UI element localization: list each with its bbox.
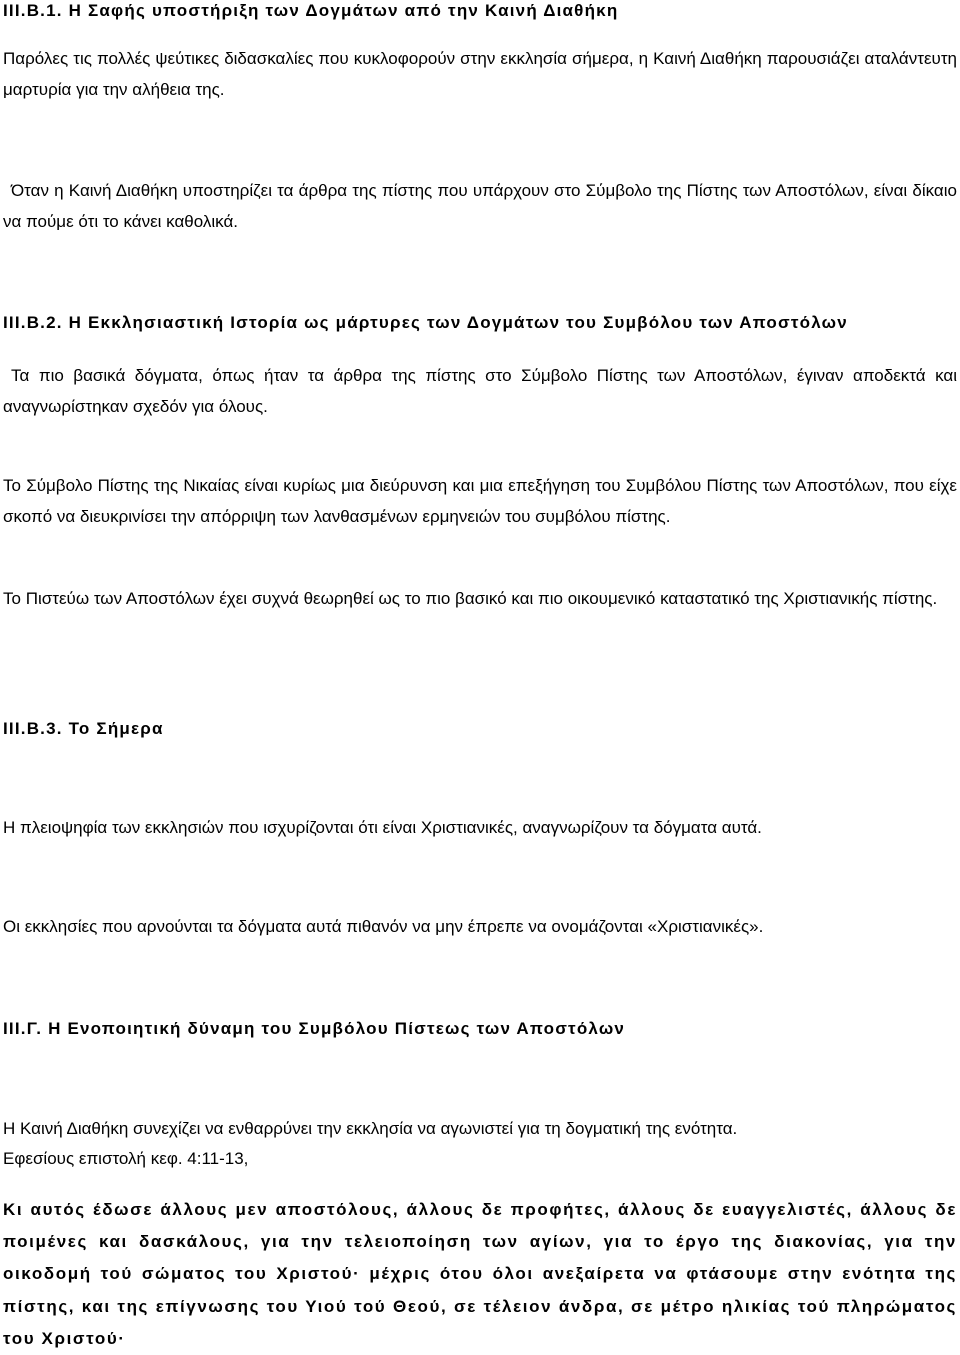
paragraph-b2-3: Το Πιστεύω των Αποστόλων έχει συχνά θεωρηθεί ως το πιο βασικό και πιο οικουμενικό καταστατικό της Χριστιανικής πίστης. bbox=[3, 589, 938, 608]
scripture-reference: Εφεσίους επιστολή κεφ. 4:11-13, bbox=[3, 1149, 249, 1168]
section-heading-g: ΙΙΙ.Γ. Η Ενοποιητική δύναμη του Συμβόλου Πίστεως των Αποστόλων bbox=[3, 1019, 626, 1038]
paragraph-g-1: Η Καινή Διαθήκη συνεχίζει να ενθαρρύνει την εκκλησία να αγωνιστεί για τη δογματική της ενότητα. bbox=[3, 1119, 738, 1138]
section-heading-b3: ΙΙΙ.Β.3. Το Σήμερα bbox=[3, 719, 164, 738]
paragraph-b3-2: Οι εκκλησίες που αρνούνται τα δόγματα αυτά πιθανόν να μην έπρεπε να ονομάζονται «Χριστιανικές». bbox=[3, 917, 764, 936]
paragraph-b3-1: Η πλειοψηφία των εκκλησιών που ισχυρίζονται ότι είναι Χριστιανικές, αναγνωρίζουν τα δόγματα αυτά. bbox=[3, 818, 762, 837]
scripture-quote: Κι αυτός έδωσε άλλους μεν αποστόλους, άλλους δε προφήτες, άλλους δε ευαγγελιστές, άλλους δε ποιμένες και δασκάλους, για την τελειοποίηση των αγίων, για το έργο της διακονίας, για την οικοδομή τού σώματος του Χριστού· μέχρις ότου όλοι ανεξαίρετα να φτάσουμε στην ενότητα της πίστης, και της επίγνωσης του Υιού τού Θεού, σε τέλειον άνδρα, σε μέτρο ηλικίας τού πληρώματος του Χριστού· bbox=[3, 1200, 957, 1348]
paragraph-b2-2: Το Σύμβολο Πίστης της Νικαίας είναι κυρίως μια διεύρυνση και μια επεξήγηση του Συμβόλου Πίστης των Αποστόλων, που είχε σκοπό να διευκρινίσει την απόρριψη των λανθασμένων ερμηνειών του συμβόλου πίστης. bbox=[3, 476, 957, 526]
paragraph-b1-1: Παρόλες τις πολλές ψεύτικες διδασκαλίες που κυκλοφορούν στην εκκλησία σήμερα, η Καινή Διαθήκη παρουσιάζει αταλάντευτη μαρτυρία για την αλήθεια της. bbox=[3, 49, 957, 99]
paragraph-b2-1: Τα πιο βασικά δόγματα, όπως ήταν τα άρθρα της πίστης στο Σύμβολο Πίστης των Αποστόλων, έγιναν αποδεκτά και αναγνωρίστηκαν σχεδόν για όλους. bbox=[3, 366, 957, 416]
section-heading-b1: ΙΙΙ.Β.1. Η Σαφής υποστήριξη των Δογμάτων από την Καινή Διαθήκη bbox=[3, 1, 619, 20]
section-heading-b2: ΙΙΙ.Β.2. Η Εκκλησιαστική Ιστορία ως μάρτυρες των Δογμάτων του Συμβόλου των Αποστόλων bbox=[3, 313, 848, 332]
paragraph-b1-2: Όταν η Καινή Διαθήκη υποστηρίζει τα άρθρα της πίστης που υπάρχουν στο Σύμβολο της Πίστης των Αποστόλων, είναι δίκαιο να πούμε ότι το κάνει καθολικά. bbox=[3, 181, 957, 231]
